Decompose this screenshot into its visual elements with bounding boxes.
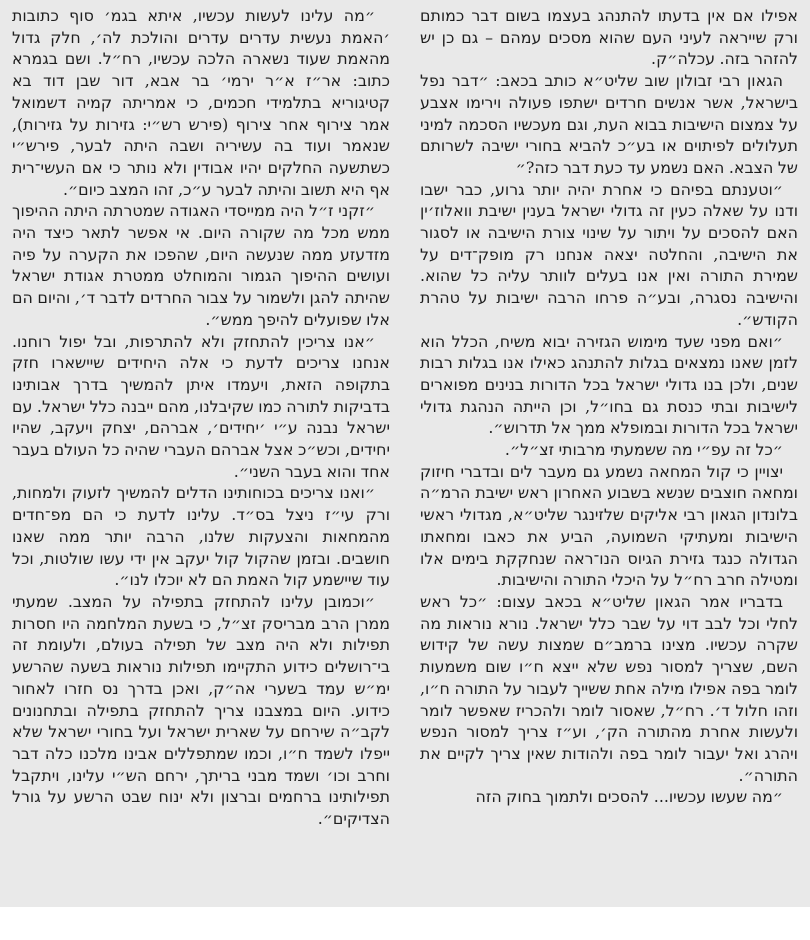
paragraph: ״ואם מפני שעד מימוש הגזירה יבוא משיח, הכלל הוא לזמן שאנו נמצאים בגלות להתנהג כאילו אנו בגלות רבות שנים, ולכן בנו גדולי ישראל בכל הדורות בנינים מפוארים לישיבות ובתי כנסת גם בחו״ל, וכן הייתה הנהגת גדולי ישראל בכל הדורות ובמופלא ממך אל תדרוש״. — [420, 331, 798, 438]
right-column — [420, 5, 798, 907]
paragraph: אפילו אם אין בדעתו להתנהג בעצמו בשום דבר כמותם ורק שייראה לעיני העם שהוא מסכים עמהם – גם כן יש להזהר בזה. עכלה״ק. — [420, 6, 798, 69]
paragraph: ״כל זה עפ״י מה ששמעתי מרבותי זצ״ל״. — [504, 440, 783, 460]
text-columns — [12, 5, 798, 907]
paragraph: בדבריו אמר הגאון שליט״א בכאב עצום: ״כל ראש לחלי וכל לבב דוי על שבר כלל ישראל. נורא נוראות מה שקרה עכשיו. מצינו ברמב״ם שמצות עשה של קידוש השם, שצריך למסור נפש שלא ייצא ח״ו שום משמעות לומר בפה אפילו מילה אחת ששייך לעבור על התורה ח״ו, וזהו חלול ד׳. רח״ל, שאסור לומר ולהכריז שאפשר לומר ולעשות אחרת מהתורה הק׳, וע״ז צריך למסור הנפש ויהרג ואל יעבור לומר בפה ולהודות שאין צריך לקיים את התורה״. — [420, 591, 798, 785]
left-column — [12, 5, 390, 907]
paragraph: יצויין כי קול המחאה נשמע גם מעבר לים ובדברי חיזוק ומחאה חוצבים שנשא בשבוע האחרון ראש ישיבת הרמ״ה בלונדון הגאון רבי אליקים שלזינגר שליט״א, מגדולי ראשי הישיבות ומעתיקי השמועה, הביע את כאבו ומחאתו הגדולה כנגד גזירת הגיוס הנו־ראה שנחקקת בימים אלו ומטילה חרב רח״ל על היכלי התורה והישיבות. — [420, 461, 798, 590]
paragraph: ״ואנו צריכים בכוחותינו הדלים להמשיך לזעוק ולמחות, ורק עי״ז ניצל בס״ד. עלינו לדעת כי הם מפ־חדים מהמחאות והצעקות שלנו, הרבה יותר ממה שאנו חושבים. ובזמן שהקול קול יעקב אין ידי עשו שולטות, וכל עוד שיישמע קול האמת הם לא יוכלו לנו״. — [12, 483, 390, 590]
paragraph: ״אנו צריכין להתחזק ולא להתרפות, ובל יפול רוחנו. אנחנו צריכים לדעת כי אלה היחידים שיישארו חזק בתקופה הזאת, ויעמדו איתן להמשיך בדרך אבותינו בדביקות לתורה כמו שקיבלנו, מהם ייבנה כלל ישראל. עם ישראל נבנה ע״י ׳יחידים׳, אברהם, יצחק ויעקב, שהיו יחידים, וכש״כ אצל אברהם העברי שהיה כל העולם בעבר אחד והוא בעבר השני״. — [12, 331, 390, 481]
paragraph: ״מה עלינו לעשות עכשיו, איתא בגמ׳ סוף כתובות ׳האמת נעשית עדרים עדרים והולכת לה׳, חלק גדול מהאמת שעוד נשארה הלכה עכשיו, רח״ל. ושם בגמרא כתוב: אר״ז א״ר ירמי׳ בר אבא, דור שבן דוד בא קטיגוריא בתלמידי חכמים, כי אמריתה קמיה דשמואל אמר צירוף אחר צירוף (פירש רש״י: גזירות על גזירות), שנאמר ועוד בה עשיריה ושבה היתה לבער, פירש״י כשתשעה החלקים יהיו אבודין ולא נותר כי אם העשי־רית אף היא תשוב והיתה לבער ע״כ, זהו המצב כיום״. — [12, 6, 390, 199]
paragraph: ״מה שעשו עכשיו... להסכים ולתמוך בחוק הזה — [475, 787, 783, 807]
paragraph: ״זקני ז״ל היה ממייסדי האגודה שמטרתה היתה ההיפוך ממש מכל מה שקורה היום. אי אפשר לתאר כיצד היה מזדעזע ממה שנעשה היום, שהפכו את הקערה על פיה ועושים ההיפוך הגמור והמוחלט ממטרת אגודת ישראל שהיתה להגן ולשמור על צבור החרדים לדבר ד׳, והיום הם אלו שפועלים להיפך ממש״. — [12, 201, 390, 329]
paragraph: הגאון רבי זבולון שוב שליט״א כותב בכאב: ״דבר נפל בישראל, אשר אנשים חרדים ישתפו פעולה וירימו אצבע על צמצום הישיבות בבוא העת, וגם מעכשיו הסכמה למיני תעלולים לפיתוים או בע״כ להביא בחורי ישיבה לשרותם של הצבא. האם נשמע עד כעת דבר כזה?״ — [420, 71, 798, 177]
paragraph: ״וכמובן עלינו להתחזק בתפילה על המצב. שמעתי ממרן הרב מבריסק זצ״ל, כי בשעת המלחמה היו חסרות תפילות ולא היה מצב של תפילה בעולם, ולעומת זה בי־רושלים כידוע התקיימו תפילות נוראות בשעה שהרשע ימ״ש עמד בשערי אה״ק, ואכן בדרך נס חזרו לאחור כידוע. היום במצבנו צריך להתחזק בתפילה ובתחנונים לקב״ה שירחם על שארית ישראל ועל בחורי ישראל שלא ייפלו לשמד ח״ו, וכמו שמתפללים אבינו מלכנו כלה דבר וחרב וכו׳ ושמד מבני בריתך, ירחם הש״י עלינו, ויתקבל תפילותינו ברחמים וברצון ולא ינוח שבט הרשע על גורל הצדיקים״. — [12, 591, 390, 829]
paragraph: ״וטענתם בפיהם כי אחרת יהיה יותר גרוע, כבר ישבו ודנו על שאלה כעין זה גדולי ישראל בענין ישיבת וואלוז׳ין האם להסכים על ויתור על שינוי צורת הישיבה או לסגור את הישיבה, והחלטה יצאה אנחנו רק מופק־דים על שמירת התורה ואין אנו בעלים לוותר עליה כל שהוא. והישיבה נסגרה, ובע״ה פרחו הרבה ישיבות על טהרת הקודש״. — [420, 179, 798, 329]
